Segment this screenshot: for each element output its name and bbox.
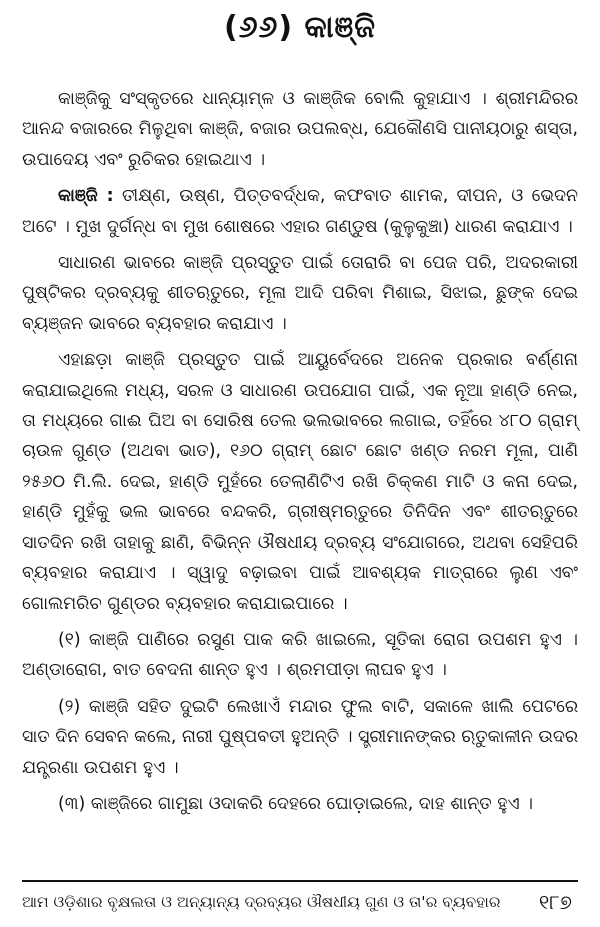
term-label: କାଞ୍ଜି : [58,186,114,207]
chapter-number: (୬୬) [223,10,294,45]
remedy-item-2: (୨) କାଞ୍ଜି ସହିତ ଦୁଇଟି ଲେଖାଏଁ ମନ୍ଦାର ଫୁଲ ବାଟି, ସକାଳେ ଖାଲି ପେଟରେ ସାତ ଦିନ ସେବନ କଲେ, ନାରୀ ପୁଷ୍ପବତୀ ହୁଅନ୍ତି । ସ୍ତ୍ରୀମାନଙ୍କର ଋତୁକାଳୀନ ଉଦର ଯନ୍ତ୍ରଣା ଉପଶମ ହୁଏ । [22,696,578,778]
paragraph-preparation-general: ସାଧାରଣ ଭାବରେ କାଞ୍ଜି ପ୍ରସ୍ତୁତ ପାଇଁ ତୋରାରି ବା ପେଜ ପରି, ଅଦରକାରୀ ପୁଷ୍ଟିକର ଦ୍ରବ୍ୟକୁ ଶୀତଋତୁରେ, ମୂଳା ଆଦି ପରିବା ମିଶାଇ, ସିଝାଇ, ଛୁଙ୍କ ଦେଇ ବ୍ୟଞ୍ଜନ ଭାବରେ ବ୍ୟବହାର କରାଯାଏ । [22,253,578,334]
page-number: ୧୮୭ [538,890,572,914]
term-description: ତୀକ୍ଷ୍ଣ, ଉଷ୍ଣ, ପିତ୍ତବର୍ଦ୍ଧକ, କଫବାତ ଶାମକ, ଦୀପନ, ଓ ଭେଦନ ଅଟେ । ମୁଖ ଦୁର୍ଗନ୍ଧ ବା ମୁଖ ଶୋଷରେ ଏହାର ଗଣ୍ଡୁଷ (କୁଳୁକୁଞ୍ଚା) ଧାରଣ କରାଯାଏ । [22,186,579,237]
chapter-heading [22,0,578,58]
chapter-body [22,84,578,825]
remedy-item-3: (୩) କାଞ୍ଜିରେ ଗାମୁଛା ଓଦାକରି ଦେହରେ ଘୋଡ଼ାଇଲେ, ଦାହ ଶାନ୍ତ ହୁଏ । [58,793,533,814]
running-title: ଆମ ଓଡ଼ିଶାର ବୃକ୍ଷଲତା ଓ ଅନ୍ୟାନ୍ୟ ଦ୍ରବ୍ୟର ଔଷଧୀୟ ଗୁଣ ଓ ତା'ର ବ୍ୟବହାର [22,892,501,911]
paragraph-preparation-method: ଏହାଛଡ଼ା କାଞ୍ଜି ପ୍ରସ୍ତୁତ ପାଇଁ ଆୟୁର୍ବେଦରେ ଅନେକ ପ୍ରକାର ବର୍ଣ୍ଣନା କରାଯାଇଥିଲେ ମଧ୍ୟ, ସରଳ ଓ ସାଧାରଣ ଉପଯୋଗ ପାଇଁ, ଏକ ନୂଆ ହାଣ୍ଡି ନେଇ, ତା ମଧ୍ୟରେ ଗାଈ ଘିଅ ବା ସୋରିଷ ତେଲ ଭଲଭାବରେ ଲଗାଇ, ତହିଁରେ ୪୮୦ ଗ୍ରାମ୍ ଚାଉଳ ଗୁଣ୍ଡ (ଅଥବା ଭାତ), ୧୬୦ ଗ୍ରାମ୍ ଛୋଟ ଛୋଟ ଖଣ୍ଡ ନରମ ମୂଳା, ପାଣି ୨୫୬୦ ମି.ଲି. ଦେଇ, ହାଣ୍ଡି ମୁହଁରେ ତେଲାଣିଟିଏ ରଖି ଚିକ୍କଣ ମାଟି ଓ କନା ଦେଇ, ହାଣ୍ଡି ମୁହଁକୁ ଭଲ ଭାବରେ ବନ୍ଦକରି, ଗ୍ରୀଷ୍ମଋତୁରେ ତିନିଦିନ ଏବଂ ଶୀତଋତୁରେ ସାତଦିନ ରଖି ତାହାକୁ ଛାଣି, ବିଭିନ୍ନ ଔଷଧୀୟ ଦ୍ରବ୍ୟ ସଂଯୋଗରେ, ଅଥବା ସେହିପରି ବ୍ୟବହାର କରାଯାଏ । ସ୍ୱାଦୁ ବଢ଼ାଇବା ପାଇଁ ଆବଶ୍ୟକ ମାତ୍ରାରେ ଲୁଣ ଏବଂ ଗୋଲମରିଚ ଗୁଣ୍ଡର ବ୍ୟବହାର କରାଯାଇପାରେ । [22,350,578,614]
chapter-title: କାଞ୍ଜି [304,10,377,45]
page-footer [22,880,578,914]
paragraph-properties [22,181,578,242]
paragraph-intro: କାଞ୍ଜିକୁ ସଂସ୍କୃତରେ ଧାନ୍ୟାମ୍ଳ ଓ କାଞ୍ଜିକ ବୋଲି କୁହାଯାଏ । ଶ୍ରୀମନ୍ଦିରର ଆନନ୍ଦ ବଜାରରେ ମିଳୁଥିବା କାଞ୍ଜି, ବଜାର ଉପଲବ୍ଧ, ଯେକୌଣସି ପାନୀୟଠାରୁ ଶସ୍ତା, ଉପାଦେୟ ଏବଂ ରୁଚିକର ହୋଇଥାଏ । [22,89,578,170]
remedy-item-1: (୧) କାଞ୍ଜି ପାଣିରେ ରସୁଣ ପାକ କରି ଖାଇଲେ, ସୂତିକା ରୋଗ ଉପଶମ ହୁଏ । ଅଣ୍ଡାରୋଗ, ବାତ ବେଦନା ଶାନ୍ତ ହୁଏ । ଶ୍ରମପୀଡ଼ା ଲାଘବ ହୁଏ । [22,629,578,681]
